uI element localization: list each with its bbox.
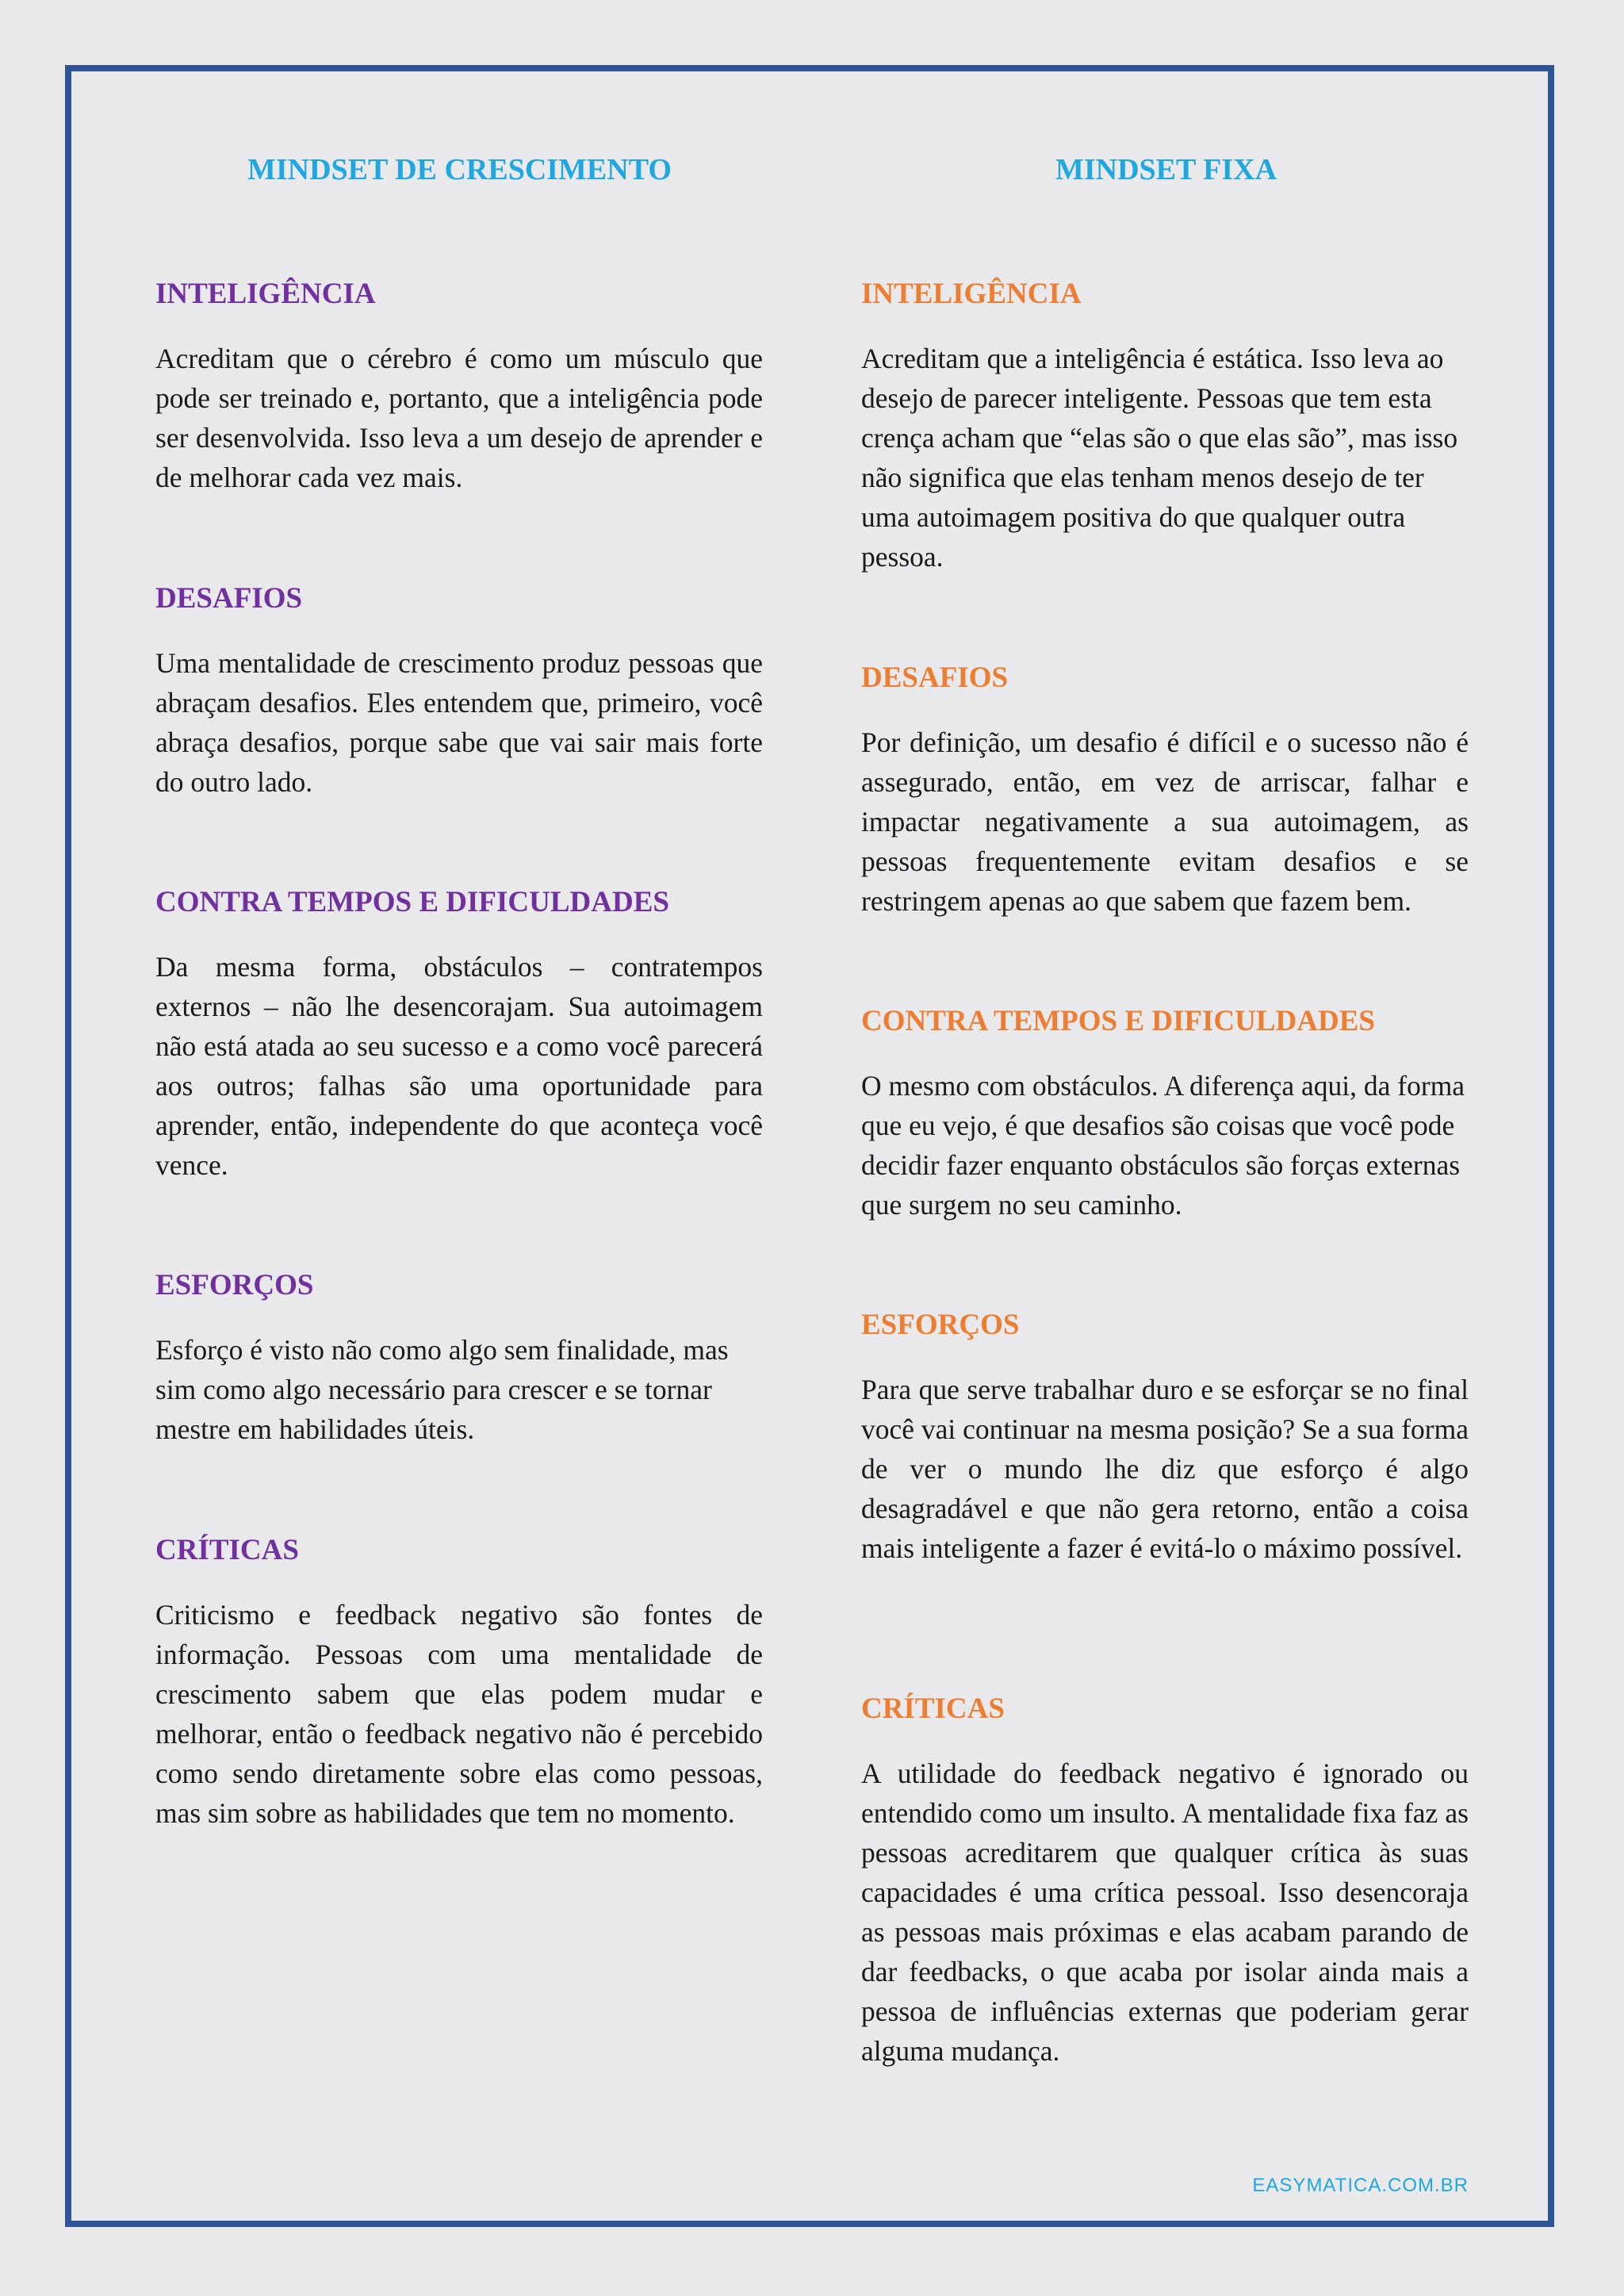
- growth-criticism-section: [155, 1535, 763, 1833]
- section-heading: CONTRA TEMPOS E DIFICULDADES: [155, 886, 669, 918]
- section-heading: ESFORÇOS: [861, 1309, 1020, 1341]
- fixed-setbacks-section: [861, 1006, 1469, 1225]
- fixed-mindset-title: MINDSET FIXA: [1055, 153, 1277, 186]
- fixed-effort-section: [861, 1310, 1469, 1568]
- footer-website: EASYMATICA.COM.BR: [1252, 2175, 1469, 2196]
- section-text: O mesmo com obstáculos. A diferença aqui, da forma que eu vejo, é que desafios são coisas que você pode decidir fazer enquanto obstáculos são forças externas que surgem no seu caminho.: [861, 1070, 1465, 1221]
- section-text: Criticismo e feedback negativo são fontes de informação. Pessoas com uma mentalidade de crescimento sabem que elas podem mudar e melhorar, então o feedback negativo não é percebido como sendo diretamente sobre elas como pessoas, mas sim sobre as habilidades que tem no momento.: [155, 1599, 763, 1829]
- growth-challenges-section: [155, 584, 763, 802]
- fixed-intelligence-section: [861, 279, 1469, 577]
- section-text: Da mesma forma, obstáculos – contratempos externos – não lhe desencorajam. Sua autoimagem não está atada ao seu sucesso e a como você parecerá aos outros; falhas são uma oportunidade para aprender, então, independente do que aconteça você vence.: [155, 951, 763, 1181]
- section-text: Acreditam que a inteligência é estática. Isso leva ao desejo de parecer inteligente. Pessoas que tem esta crença acham que “elas são o que elas são”, mas isso não significa que elas tenham menos desejo de ter uma autoimagem positiva do que qualquer outra pessoa.: [861, 343, 1458, 573]
- section-heading: ESFORÇOS: [155, 1269, 314, 1301]
- section-heading: INTELIGÊNCIA: [861, 278, 1082, 310]
- section-heading: INTELIGÊNCIA: [155, 278, 376, 310]
- section-text: A utilidade do feedback negativo é ignorado ou entendido como um insulto. A mentalidade fixa faz as pessoas acreditarem que qualquer crítica às suas capacidades é uma crítica pessoal. Isso desencoraja as pessoas mais próximas e elas acabam parando de dar feedbacks, o que acaba por isolar ainda mais a pessoa de influências externas que poderiam gerar alguma mudança.: [861, 1757, 1469, 2067]
- section-heading: DESAFIOS: [155, 582, 303, 615]
- growth-intelligence-section: [155, 279, 763, 497]
- growth-mindset-title: MINDSET DE CRESCIMENTO: [247, 153, 672, 186]
- section-heading: CONTRA TEMPOS E DIFICULDADES: [861, 1005, 1375, 1037]
- section-text: Esforço é visto não como algo sem finalidade, mas sim como algo necessário para crescer e se tornar mestre em habilidades úteis.: [155, 1334, 729, 1445]
- section-heading: CRÍTICAS: [861, 1692, 1005, 1725]
- growth-effort-section: [155, 1271, 763, 1449]
- section-heading: DESAFIOS: [861, 661, 1009, 694]
- section-text: Para que serve trabalhar duro e se esforçar se no final você vai continuar na mesma posição? Se a sua forma de ver o mundo lhe diz que esforço é algo desagradável e que não gera retorno, então a coisa mais inteligente a fazer é evitá-lo o máximo possível.: [861, 1374, 1469, 1564]
- section-heading: CRÍTICAS: [155, 1534, 299, 1566]
- section-text: Uma mentalidade de crescimento produz pessoas que abraçam desafios. Eles entendem que, primeiro, você abraça desafios, porque sabe que vai sair mais forte do outro lado.: [155, 647, 763, 798]
- section-text: Acreditam que o cérebro é como um músculo que pode ser treinado e, portanto, que a inteligência pode ser desenvolvida. Isso leva a um desejo de aprender e de melhorar cada vez mais.: [155, 343, 763, 493]
- fixed-challenges-section: [861, 663, 1469, 921]
- growth-setbacks-section: [155, 887, 763, 1185]
- section-text: Por definição, um desafio é difícil e o sucesso não é assegurado, então, em vez de arriscar, falhar e impactar negativamente a sua autoimagem, as pessoas frequentemente evitam desafios e se restringem apenas ao que sabem que fazem bem.: [861, 726, 1469, 917]
- fixed-criticism-section: [861, 1694, 1469, 2071]
